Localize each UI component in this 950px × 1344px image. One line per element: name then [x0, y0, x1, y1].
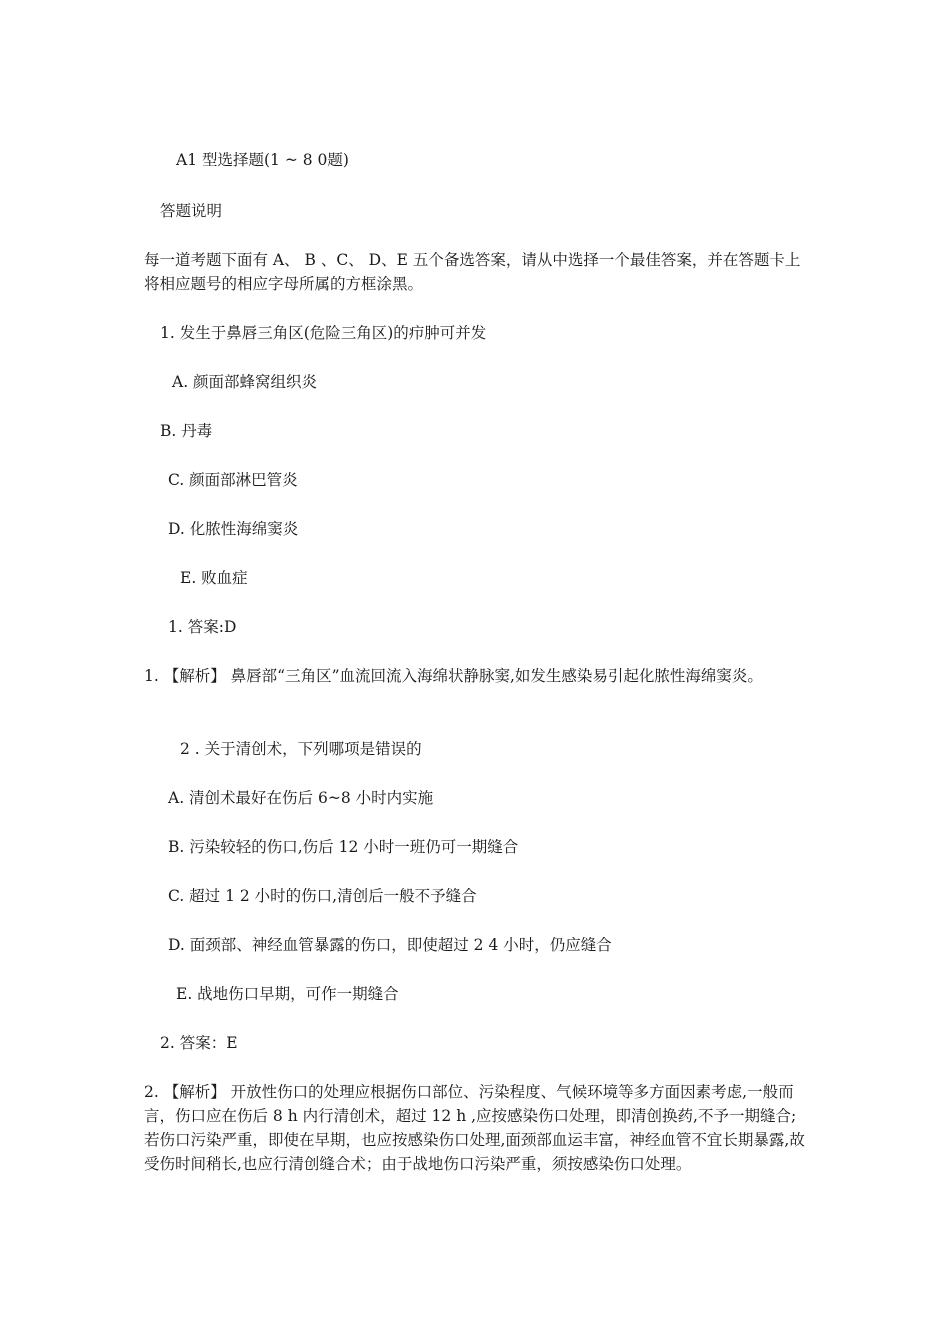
question-1-option-d: D. 化脓性海绵窦炎: [168, 520, 299, 538]
question-2-option-c: C. 超过 1 2 小时的伤口,清创后一般不予缝合: [168, 887, 477, 905]
instructions-text: 每一道考题下面有 A、 B 、C、 D、E 五个备选答案，请从中选择一个最佳答案，并在答题卡上将相应题号的相应字母所属的方框涂黑。: [144, 251, 801, 293]
question-2-option-e: E. 战地伤口早期，可作一期缝合: [176, 985, 399, 1003]
question-1-answer: 1. 答案:D: [168, 618, 237, 636]
question-1-option-a: A. 颜面部蜂窝组织炎: [172, 373, 318, 391]
question-1-option-c: C. 颜面部淋巴管炎: [168, 471, 298, 489]
section-title: A1 型选择题(1 ~ 8 0题): [176, 151, 349, 169]
question-2-stem: 2 . 关于清创术，下列哪项是错误的: [180, 740, 422, 758]
question-1-option-b: B. 丹毒: [160, 422, 213, 440]
question-2-explanation: 2. 【解析】 开放性伤口的处理应根据伤口部位、污染程度、气候环境等多方面因素考虑,一般而言，伤口应在伤后 8 h 内行清创术，超过 12 h ,应按感染伤口处理，即清创换药,不予一期缝合;若伤口污染严重，即使在早期，也应按感染伤口处理,面颈部血运丰富，神经血管不宜长期暴露,故受伤时间稍长,也应行清创缝合术；由于战地伤口污染严重，须按感染伤口处理。: [144, 1083, 805, 1173]
question-2-option-b: B. 污染较轻的伤口,伤后 12 小时一班仍可一期缝合: [168, 838, 519, 856]
question-2-option-d: D. 面颈部、神经血管暴露的伤口，即使超过 2 4 小时，仍应缝合: [168, 936, 612, 954]
question-2-answer: 2. 答案：E: [160, 1034, 238, 1052]
question-1-option-e: E. 败血症: [180, 569, 248, 587]
question-2-option-a: A. 清创术最好在伤后 6~8 小时内实施: [168, 789, 434, 807]
question-1-explanation: 1. 【解析】 鼻唇部“三角区”血流回流入海绵状静脉窦,如发生感染易引起化脓性海绵窦炎。: [144, 667, 763, 685]
instructions-heading: 答题说明: [160, 202, 223, 220]
question-1-stem: 1. 发生于鼻唇三角区(危险三角区)的疖肿可并发: [160, 324, 487, 342]
